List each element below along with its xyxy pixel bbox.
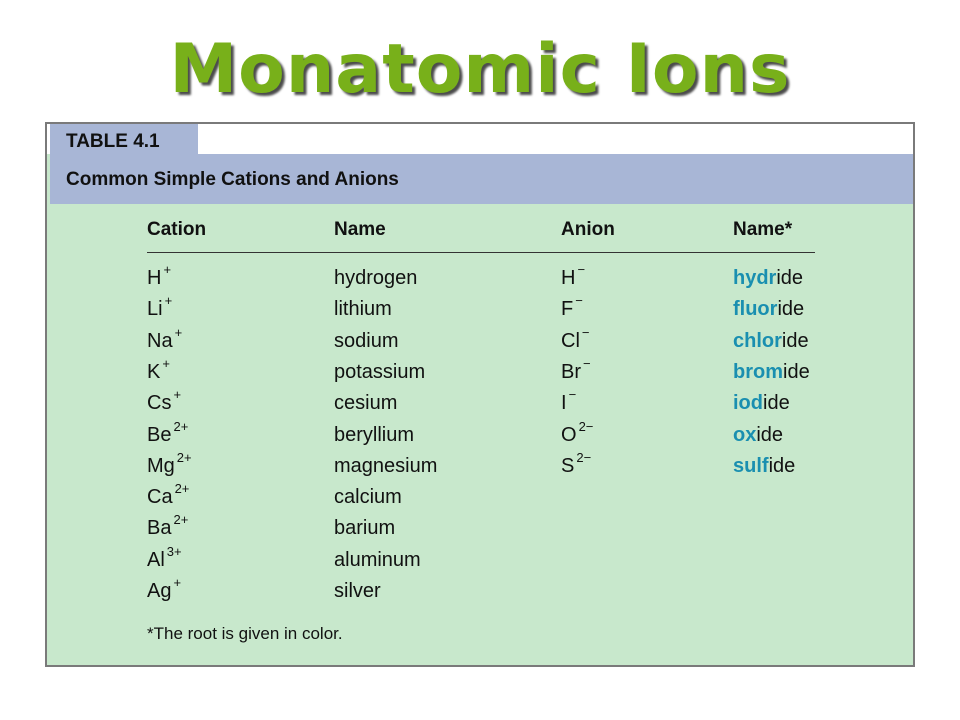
cation-element: Mg [147,454,175,477]
anion-name-root: brom [733,360,783,383]
anion-charge: − [577,262,586,277]
anion-symbol [561,262,586,290]
header-rule [147,252,815,253]
anion-symbol [561,418,594,447]
anion-name-suffix: ide [768,454,796,477]
cation-element: Li [147,298,163,321]
cation-name: magnesium [334,454,438,477]
anion-element: Br [561,360,581,383]
anion-charge: 2− [576,449,592,465]
cation-name: beryllium [334,423,415,446]
anion-name [733,330,809,353]
table-footnote: *The root is given in color. [147,624,343,643]
cation-charge: + [173,575,182,590]
cation-symbol [147,512,189,540]
cation-symbol [147,543,182,572]
ion-table [45,122,915,667]
cation-symbol [147,481,190,509]
cation-charge: 2+ [176,449,192,465]
cation-name: hydrogen [334,267,418,289]
cation-symbol [147,262,172,290]
cation-symbol [147,355,170,384]
anion-element: F [561,298,574,321]
cation-name: aluminum [334,548,421,571]
cation-name: calcium [334,486,402,509]
anion-name-suffix: ide [781,329,809,352]
cation-element: Ca [147,486,173,509]
column-header-cation-name: Name [334,219,386,240]
anion-element: S [561,454,575,477]
anion-name-suffix: ide [763,392,790,415]
slide-title: Monatomic Ions [169,30,791,109]
cation-symbol [147,575,182,603]
anion-charge: − [583,355,591,371]
cation-charge: + [162,355,170,371]
cation-name: silver [334,580,381,602]
anion-name [733,298,804,321]
column-header-anion: Anion [561,219,615,240]
cation-symbol [147,324,183,353]
anion-charge: − [575,293,583,309]
anion-name [733,424,783,447]
cation-charge: + [173,387,182,403]
anion-name-suffix: ide [776,267,804,289]
cation-element: Al [147,548,165,571]
anion-element: Cl [561,329,580,352]
cation-charge: + [174,324,183,340]
cation-symbol [147,293,173,321]
anion-symbol [561,324,590,353]
column-header-anion-name: Name* [733,219,793,240]
anion-name [733,361,810,384]
cation-charge: 2+ [173,512,189,528]
anion-name-suffix: ide [777,298,805,321]
anion-element: H [561,267,576,289]
cation-element: Ag [147,580,172,602]
anion-symbol [561,449,592,478]
cation-element: Ba [147,517,172,540]
cation-symbol [147,418,189,447]
cation-charge: 2+ [174,481,190,497]
column-header-cation: Cation [147,219,207,240]
anion-name-suffix: ide [783,360,810,383]
table-number: TABLE 4.1 [66,131,160,152]
anion-element: O [561,423,577,446]
anion-name-root: sulf [733,454,769,477]
anion-name [733,267,803,290]
cation-charge: 2+ [173,418,189,434]
cation-element: Cs [147,392,172,415]
anion-element: I [561,392,567,415]
cation-name: barium [334,517,396,540]
cation-element: Na [147,329,173,352]
anion-name [733,392,790,415]
anion-symbol [561,293,583,321]
cation-name: sodium [334,329,399,352]
anion-name-root: chlor [733,329,782,352]
cation-charge: 3+ [166,543,182,559]
anion-name [733,455,795,478]
anion-symbol [561,355,591,384]
anion-charge: 2− [578,418,594,434]
cation-charge: + [164,293,173,309]
cation-charge: + [163,262,172,277]
cation-symbol [147,449,192,478]
cation-element: K [147,360,161,383]
anion-name-root: fluor [733,298,778,321]
table-header-strip [47,124,913,154]
anion-charge: − [581,324,590,340]
anion-symbol [561,387,577,415]
anion-name-suffix: ide [756,423,784,446]
cation-symbol [147,387,182,415]
anion-name-root: iod [733,392,763,415]
cation-name: cesium [334,392,398,415]
cation-name: potassium [334,360,426,383]
cation-name: lithium [334,298,392,321]
anion-name-root: ox [733,423,757,446]
cation-element: H [147,267,162,289]
cation-element: Be [147,423,172,446]
anion-name-root: hydr [733,267,777,289]
anion-charge: − [568,387,577,403]
table-caption: Common Simple Cations and Anions [66,169,399,190]
